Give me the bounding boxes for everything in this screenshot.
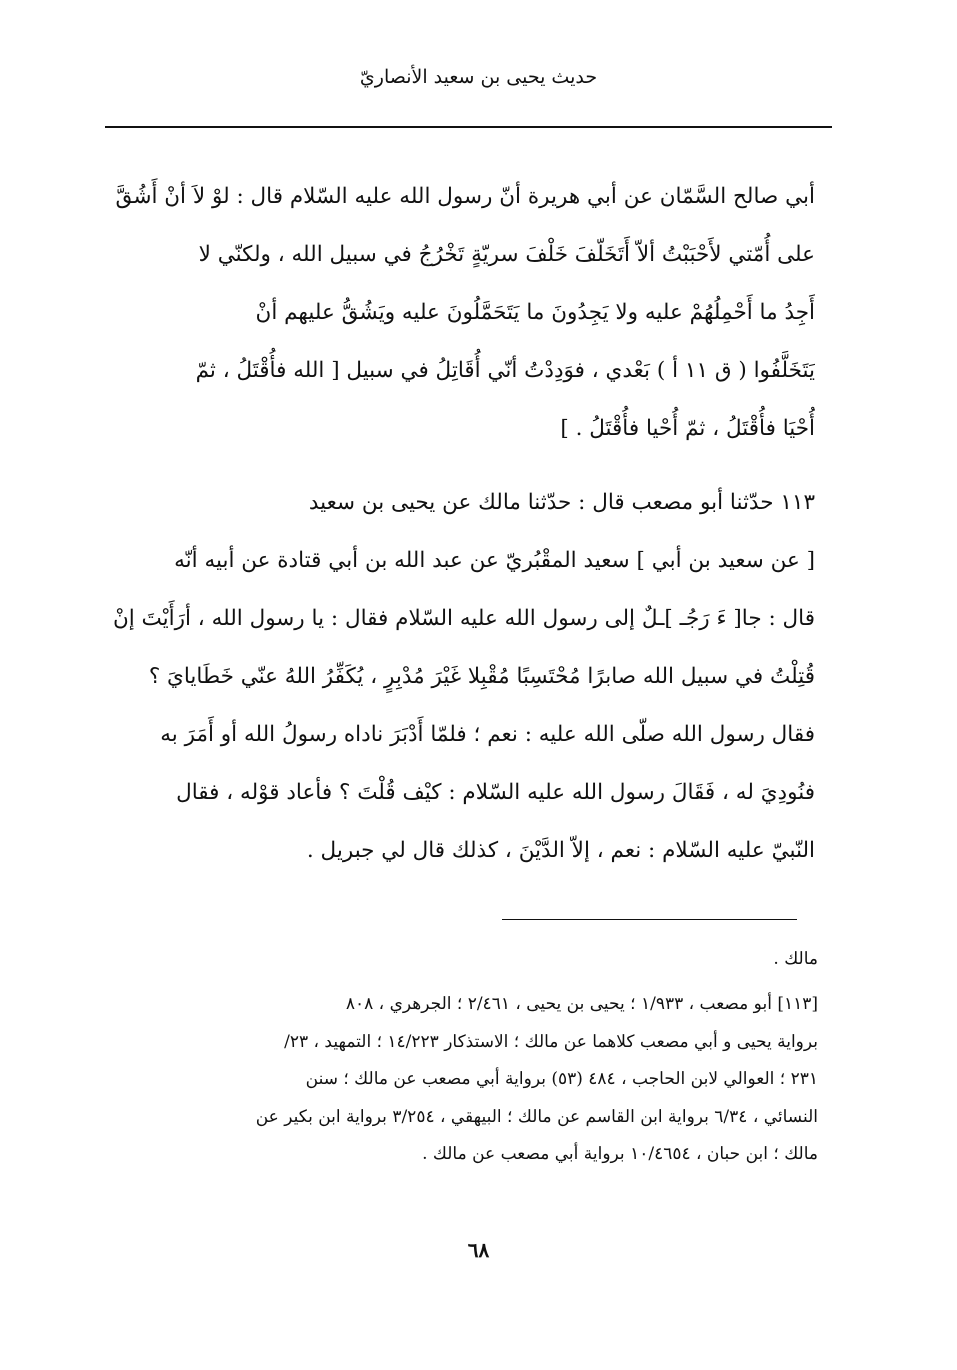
text-line: فنُودِيَ له ، فَقَالَ رسول الله عليه السّلام : كيْف قُلْتَ ؟ فأعاد قوْله ، فقال [176,780,815,805]
page-number: ٦٨ [467,1238,490,1262]
running-header: حديث يحيى بن سعيد الأنصاريّ [359,66,598,88]
text-line: قال : جا[ ءَ رَجُـ ]ـلٌ إلى رسول الله عليه السّلام فقال : يا رسول الله ، أرَأَيْتَ إنْ [112,606,815,631]
text-line: يَتَخَلَّفُوا ( ق ١١ أ ) بَعْدي ، فوَدِدْتُ أنّي أُقَاتِلُ في سبيل [ الله فأُقْتَلُ ، ثمّ [195,358,815,383]
text-line: قُتِلْتُ في سبيل الله صابرًا مُحْتَسِبًا مُقْبِلا غَيْرَ مُدْبِرٍ ، يُكَفِّرُ اللهُ عنّي خَطَايايَ ؟ [148,664,815,689]
text-line: فقال رسول الله صلّى الله عليه : نعم ؛ فلمّا أَدْبَرَ ناداه رسولُ الله أو أَمَرَ به [160,722,815,747]
header-rule [105,126,832,128]
footnote-line: ٢٣١ ؛ العوالي لابن الحاجب ، ٤٨٤ (٥٣) برواية أبي مصعب عن مالك ؛ سنن [305,1069,818,1089]
hadith-paragraph-113 [104,474,815,880]
footnote-line: مالك ؛ ابن حبان ، ١٠/٤٦٥٤ برواية أبي مصعب عن مالك . [422,1144,818,1164]
text-line: أبي صالح السَّمّان عن أبي هريرة أنّ رسول الله عليه السّلام قال : لوْ لاَ أنْ أَشُقَّ [115,184,815,209]
text-line: على أُمّتي لأَحْبَبْتُ ألاّ أَتَخَلّفَ خَلْفَ سريّةٍ تَخْرُجُ في سبيل الله ، ولكنّي لا [198,242,815,267]
footnote-carry-over: مالك . [773,949,818,969]
text-line: أَجِدُ ما أَحْمِلُهُمْ عليه ولا يَجِدُونَ ما يَتَحَمَّلُونَ عليه ويَشُقُّ عليهم أنْ [255,300,815,325]
footnote-113 [100,986,818,1174]
text-line: [ عن سعيد بن أبي ] سعيد المقْبُريّ عن عبد الله بن أبي قتادة عن أبيه أنّه [174,548,815,573]
footnote-line: [١١٣] أبو مصعب ، ١/٩٣٣ ؛ يحيى بن يحيى ، ٢/٤٦١ ؛ الجرهري ، ٨٠٨ [345,994,818,1014]
footnote-separator [502,919,797,920]
text-line: النّبيّ عليه السّلام : نعم ، إلاّ الدَّيْنَ ، كذلك قال لي جبريل . [306,838,815,863]
text-line: ١١٣ حدّثنا أبو مصعب قال : حدّثنا مالك عن يحيى بن سعيد [308,490,815,515]
footnote-line: النسائي ، ٦/٣٤ برواية ابن القاسم عن مالك ؛ البيهقي ، ٣/٢٥٤ برواية ابن بكير عن [255,1106,818,1127]
text-line: أُحْيَا فأُقْتَلُ ، ثمّ أُحْيا فأُقْتَلُ . ] [560,416,815,441]
footnote-line: برواية يحيى و أبي مصعب كلاهما عن مالك ؛ الاستذكار ١٤/٢٢٣ ؛ التمهيد ، ٢٣/ [284,1031,818,1052]
hadith-paragraph-continued [104,168,815,458]
